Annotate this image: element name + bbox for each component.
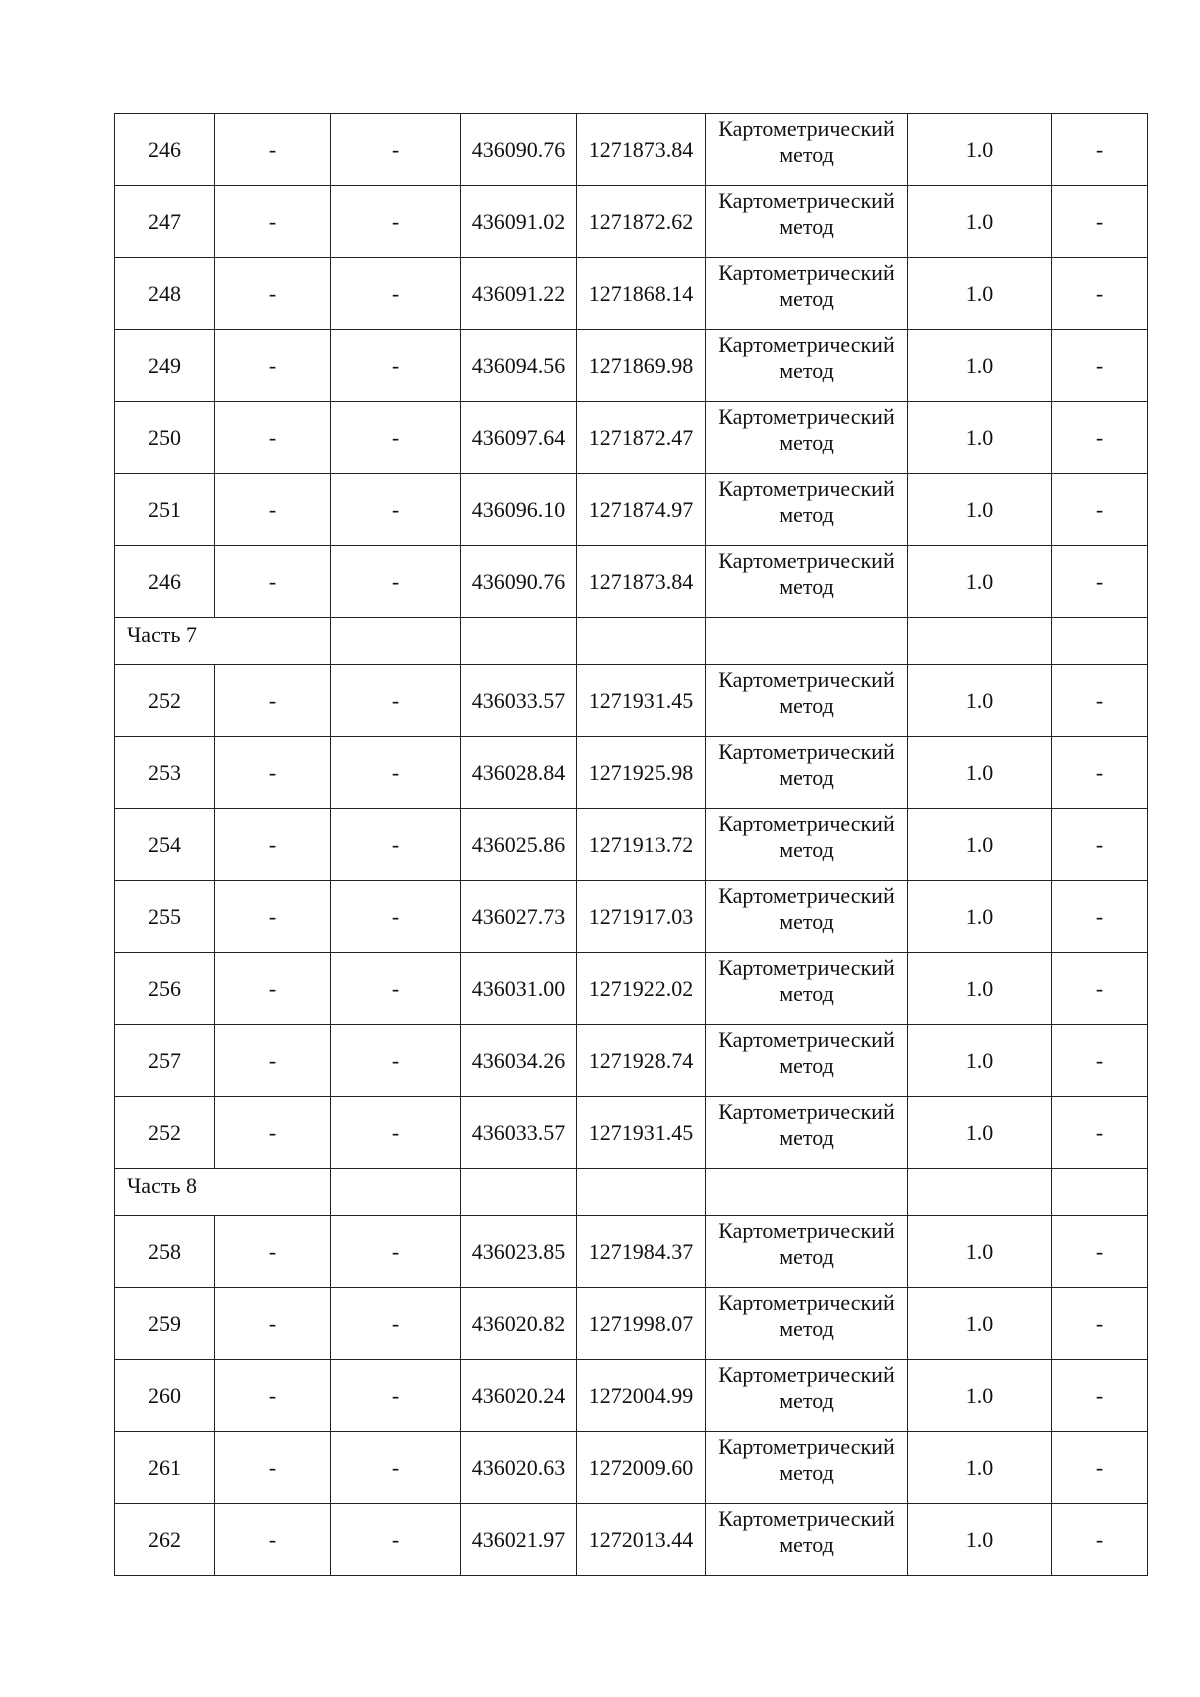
method-line-2: метод [779, 765, 834, 790]
table-row [115, 546, 1148, 618]
method-cell [706, 114, 908, 186]
dash-cell: - [215, 809, 331, 881]
empty-cell [331, 618, 461, 665]
table-row [115, 881, 1148, 953]
accuracy-cell: 1.0 [908, 1025, 1052, 1097]
method-line-2: метод [779, 1244, 834, 1269]
accuracy-cell: 1.0 [908, 258, 1052, 330]
point-number-cell: 262 [115, 1504, 215, 1576]
dash-cell: - [215, 1432, 331, 1504]
method-line-1: Картометрический [718, 811, 895, 836]
method-line-1: Картометрический [718, 476, 895, 501]
point-number-cell: 249 [115, 330, 215, 402]
y-coordinate-cell: 1271922.02 [577, 953, 706, 1025]
accuracy-cell: 1.0 [908, 1288, 1052, 1360]
table-row [115, 1504, 1148, 1576]
table-row [115, 809, 1148, 881]
dash-cell: - [1052, 1288, 1148, 1360]
table-row [115, 1432, 1148, 1504]
y-coordinate-cell: 1271931.45 [577, 1097, 706, 1169]
dash-cell: - [1052, 809, 1148, 881]
method-cell [706, 1097, 908, 1169]
dash-cell: - [1052, 1432, 1148, 1504]
dash-cell: - [215, 1360, 331, 1432]
y-coordinate-cell: 1271998.07 [577, 1288, 706, 1360]
accuracy-cell: 1.0 [908, 114, 1052, 186]
dash-cell: - [1052, 1097, 1148, 1169]
dash-cell: - [1052, 114, 1148, 186]
x-coordinate-cell: 436020.24 [461, 1360, 577, 1432]
accuracy-cell: 1.0 [908, 402, 1052, 474]
point-number-cell: 246 [115, 546, 215, 618]
method-line-1: Картометрический [718, 667, 895, 692]
x-coordinate-cell: 436097.64 [461, 402, 577, 474]
dash-cell: - [215, 258, 331, 330]
accuracy-cell: 1.0 [908, 546, 1052, 618]
method-line-1: Картометрический [718, 188, 895, 213]
y-coordinate-cell: 1272004.99 [577, 1360, 706, 1432]
method-line-2: метод [779, 981, 834, 1006]
dash-cell: - [331, 258, 461, 330]
x-coordinate-cell: 436025.86 [461, 809, 577, 881]
dash-cell: - [215, 474, 331, 546]
method-cell [706, 402, 908, 474]
method-line-2: метод [779, 1532, 834, 1557]
dash-cell: - [331, 474, 461, 546]
method-line-2: метод [779, 214, 834, 239]
x-coordinate-cell: 436033.57 [461, 1097, 577, 1169]
method-cell [706, 330, 908, 402]
dash-cell: - [331, 114, 461, 186]
accuracy-cell: 1.0 [908, 1432, 1052, 1504]
method-cell [706, 474, 908, 546]
x-coordinate-cell: 436020.82 [461, 1288, 577, 1360]
method-line-2: метод [779, 1316, 834, 1341]
method-line-1: Картометрический [718, 1099, 895, 1124]
y-coordinate-cell: 1271873.84 [577, 114, 706, 186]
method-cell [706, 1025, 908, 1097]
y-coordinate-cell: 1271868.14 [577, 258, 706, 330]
point-number-cell: 252 [115, 1097, 215, 1169]
accuracy-cell: 1.0 [908, 953, 1052, 1025]
part-header-row [115, 618, 1148, 665]
method-line-2: метод [779, 1125, 834, 1150]
dash-cell: - [215, 114, 331, 186]
x-coordinate-cell: 436091.02 [461, 186, 577, 258]
part-header-row [115, 1169, 1148, 1216]
dash-cell: - [215, 330, 331, 402]
y-coordinate-cell: 1271931.45 [577, 665, 706, 737]
table-row [115, 665, 1148, 737]
x-coordinate-cell: 436090.76 [461, 546, 577, 618]
method-cell [706, 881, 908, 953]
x-coordinate-cell: 436031.00 [461, 953, 577, 1025]
y-coordinate-cell: 1271869.98 [577, 330, 706, 402]
dash-cell: - [331, 953, 461, 1025]
dash-cell: - [1052, 330, 1148, 402]
dash-cell: - [331, 1097, 461, 1169]
y-coordinate-cell: 1271984.37 [577, 1216, 706, 1288]
method-line-2: метод [779, 1460, 834, 1485]
method-line-1: Картометрический [718, 883, 895, 908]
dash-cell: - [215, 1504, 331, 1576]
method-line-2: метод [779, 909, 834, 934]
method-line-2: метод [779, 1388, 834, 1413]
x-coordinate-cell: 436091.22 [461, 258, 577, 330]
point-number-cell: 251 [115, 474, 215, 546]
coordinates-table [114, 113, 1148, 1576]
y-coordinate-cell: 1271925.98 [577, 737, 706, 809]
dash-cell: - [215, 665, 331, 737]
method-line-1: Картометрический [718, 548, 895, 573]
empty-cell [331, 1169, 461, 1216]
method-line-2: метод [779, 574, 834, 599]
method-cell [706, 1360, 908, 1432]
table-row [115, 186, 1148, 258]
method-line-2: метод [779, 837, 834, 862]
x-coordinate-cell: 436021.97 [461, 1504, 577, 1576]
accuracy-cell: 1.0 [908, 1216, 1052, 1288]
y-coordinate-cell: 1271874.97 [577, 474, 706, 546]
method-cell [706, 546, 908, 618]
accuracy-cell: 1.0 [908, 474, 1052, 546]
x-coordinate-cell: 436094.56 [461, 330, 577, 402]
dash-cell: - [331, 809, 461, 881]
point-number-cell: 257 [115, 1025, 215, 1097]
empty-cell [908, 1169, 1052, 1216]
point-number-cell: 248 [115, 258, 215, 330]
dash-cell: - [1052, 953, 1148, 1025]
accuracy-cell: 1.0 [908, 665, 1052, 737]
table-row [115, 1097, 1148, 1169]
dash-cell: - [1052, 881, 1148, 953]
dash-cell: - [331, 1504, 461, 1576]
table-row [115, 1288, 1148, 1360]
dash-cell: - [215, 402, 331, 474]
x-coordinate-cell: 436033.57 [461, 665, 577, 737]
method-cell [706, 953, 908, 1025]
method-cell [706, 1432, 908, 1504]
point-number-cell: 259 [115, 1288, 215, 1360]
dash-cell: - [215, 737, 331, 809]
dash-cell: - [1052, 474, 1148, 546]
table-row [115, 258, 1148, 330]
point-number-cell: 254 [115, 809, 215, 881]
accuracy-cell: 1.0 [908, 1504, 1052, 1576]
y-coordinate-cell: 1272013.44 [577, 1504, 706, 1576]
method-cell [706, 1216, 908, 1288]
point-number-cell: 260 [115, 1360, 215, 1432]
y-coordinate-cell: 1271872.47 [577, 402, 706, 474]
table-row [115, 1360, 1148, 1432]
dash-cell: - [215, 953, 331, 1025]
point-number-cell: 261 [115, 1432, 215, 1504]
method-line-1: Картометрический [718, 1434, 895, 1459]
accuracy-cell: 1.0 [908, 330, 1052, 402]
dash-cell: - [1052, 402, 1148, 474]
point-number-cell: 258 [115, 1216, 215, 1288]
dash-cell: - [1052, 258, 1148, 330]
method-cell [706, 1504, 908, 1576]
method-line-1: Картометрический [718, 404, 895, 429]
x-coordinate-cell: 436020.63 [461, 1432, 577, 1504]
y-coordinate-cell: 1271872.62 [577, 186, 706, 258]
dash-cell: - [331, 330, 461, 402]
dash-cell: - [215, 186, 331, 258]
accuracy-cell: 1.0 [908, 809, 1052, 881]
dash-cell: - [331, 1216, 461, 1288]
x-coordinate-cell: 436090.76 [461, 114, 577, 186]
method-line-2: метод [779, 430, 834, 455]
method-cell [706, 665, 908, 737]
accuracy-cell: 1.0 [908, 1360, 1052, 1432]
method-line-1: Картометрический [718, 955, 895, 980]
point-number-cell: 247 [115, 186, 215, 258]
dash-cell: - [215, 1288, 331, 1360]
dash-cell: - [331, 665, 461, 737]
method-cell [706, 186, 908, 258]
method-cell [706, 258, 908, 330]
method-line-2: метод [779, 1053, 834, 1078]
dash-cell: - [331, 1432, 461, 1504]
y-coordinate-cell: 1272009.60 [577, 1432, 706, 1504]
x-coordinate-cell: 436027.73 [461, 881, 577, 953]
dash-cell: - [331, 881, 461, 953]
x-coordinate-cell: 436034.26 [461, 1025, 577, 1097]
x-coordinate-cell: 436023.85 [461, 1216, 577, 1288]
table-row [115, 1216, 1148, 1288]
table-row [115, 1025, 1148, 1097]
dash-cell: - [1052, 665, 1148, 737]
dash-cell: - [215, 1097, 331, 1169]
dash-cell: - [1052, 546, 1148, 618]
accuracy-cell: 1.0 [908, 881, 1052, 953]
method-line-1: Картометрический [718, 116, 895, 141]
method-line-1: Картометрический [718, 1027, 895, 1052]
part-label: Часть 7 [115, 618, 331, 665]
table-row [115, 114, 1148, 186]
empty-cell [577, 618, 706, 665]
dash-cell: - [215, 546, 331, 618]
y-coordinate-cell: 1271913.72 [577, 809, 706, 881]
dash-cell: - [331, 1360, 461, 1432]
method-line-1: Картометрический [718, 739, 895, 764]
empty-cell [908, 618, 1052, 665]
dash-cell: - [331, 186, 461, 258]
dash-cell: - [215, 881, 331, 953]
empty-cell [461, 1169, 577, 1216]
dash-cell: - [215, 1216, 331, 1288]
method-line-2: метод [779, 286, 834, 311]
empty-cell [461, 618, 577, 665]
method-line-1: Картометрический [718, 1218, 895, 1243]
table-row [115, 953, 1148, 1025]
dash-cell: - [1052, 1360, 1148, 1432]
y-coordinate-cell: 1271917.03 [577, 881, 706, 953]
x-coordinate-cell: 436028.84 [461, 737, 577, 809]
method-line-1: Картометрический [718, 1290, 895, 1315]
empty-cell [577, 1169, 706, 1216]
point-number-cell: 253 [115, 737, 215, 809]
method-line-2: метод [779, 358, 834, 383]
part-label: Часть 8 [115, 1169, 331, 1216]
dash-cell: - [1052, 186, 1148, 258]
empty-cell [1052, 1169, 1148, 1216]
accuracy-cell: 1.0 [908, 737, 1052, 809]
dash-cell: - [215, 1025, 331, 1097]
method-line-1: Картометрический [718, 1362, 895, 1387]
method-line-1: Картометрический [718, 1506, 895, 1531]
point-number-cell: 246 [115, 114, 215, 186]
table-row [115, 474, 1148, 546]
dash-cell: - [1052, 1504, 1148, 1576]
point-number-cell: 250 [115, 402, 215, 474]
method-line-2: метод [779, 142, 834, 167]
y-coordinate-cell: 1271928.74 [577, 1025, 706, 1097]
empty-cell [706, 618, 908, 665]
dash-cell: - [331, 402, 461, 474]
dash-cell: - [331, 1025, 461, 1097]
method-line-2: метод [779, 693, 834, 718]
dash-cell: - [331, 1288, 461, 1360]
method-cell [706, 809, 908, 881]
dash-cell: - [1052, 1025, 1148, 1097]
dash-cell: - [1052, 737, 1148, 809]
empty-cell [1052, 618, 1148, 665]
method-cell [706, 1288, 908, 1360]
table-row [115, 330, 1148, 402]
table-body [115, 114, 1148, 1576]
accuracy-cell: 1.0 [908, 186, 1052, 258]
accuracy-cell: 1.0 [908, 1097, 1052, 1169]
y-coordinate-cell: 1271873.84 [577, 546, 706, 618]
point-number-cell: 252 [115, 665, 215, 737]
dash-cell: - [331, 546, 461, 618]
method-line-1: Картометрический [718, 260, 895, 285]
dash-cell: - [331, 737, 461, 809]
method-line-1: Картометрический [718, 332, 895, 357]
point-number-cell: 256 [115, 953, 215, 1025]
dash-cell: - [1052, 1216, 1148, 1288]
table-row [115, 737, 1148, 809]
table-row [115, 402, 1148, 474]
empty-cell [706, 1169, 908, 1216]
method-line-2: метод [779, 502, 834, 527]
point-number-cell: 255 [115, 881, 215, 953]
method-cell [706, 737, 908, 809]
x-coordinate-cell: 436096.10 [461, 474, 577, 546]
